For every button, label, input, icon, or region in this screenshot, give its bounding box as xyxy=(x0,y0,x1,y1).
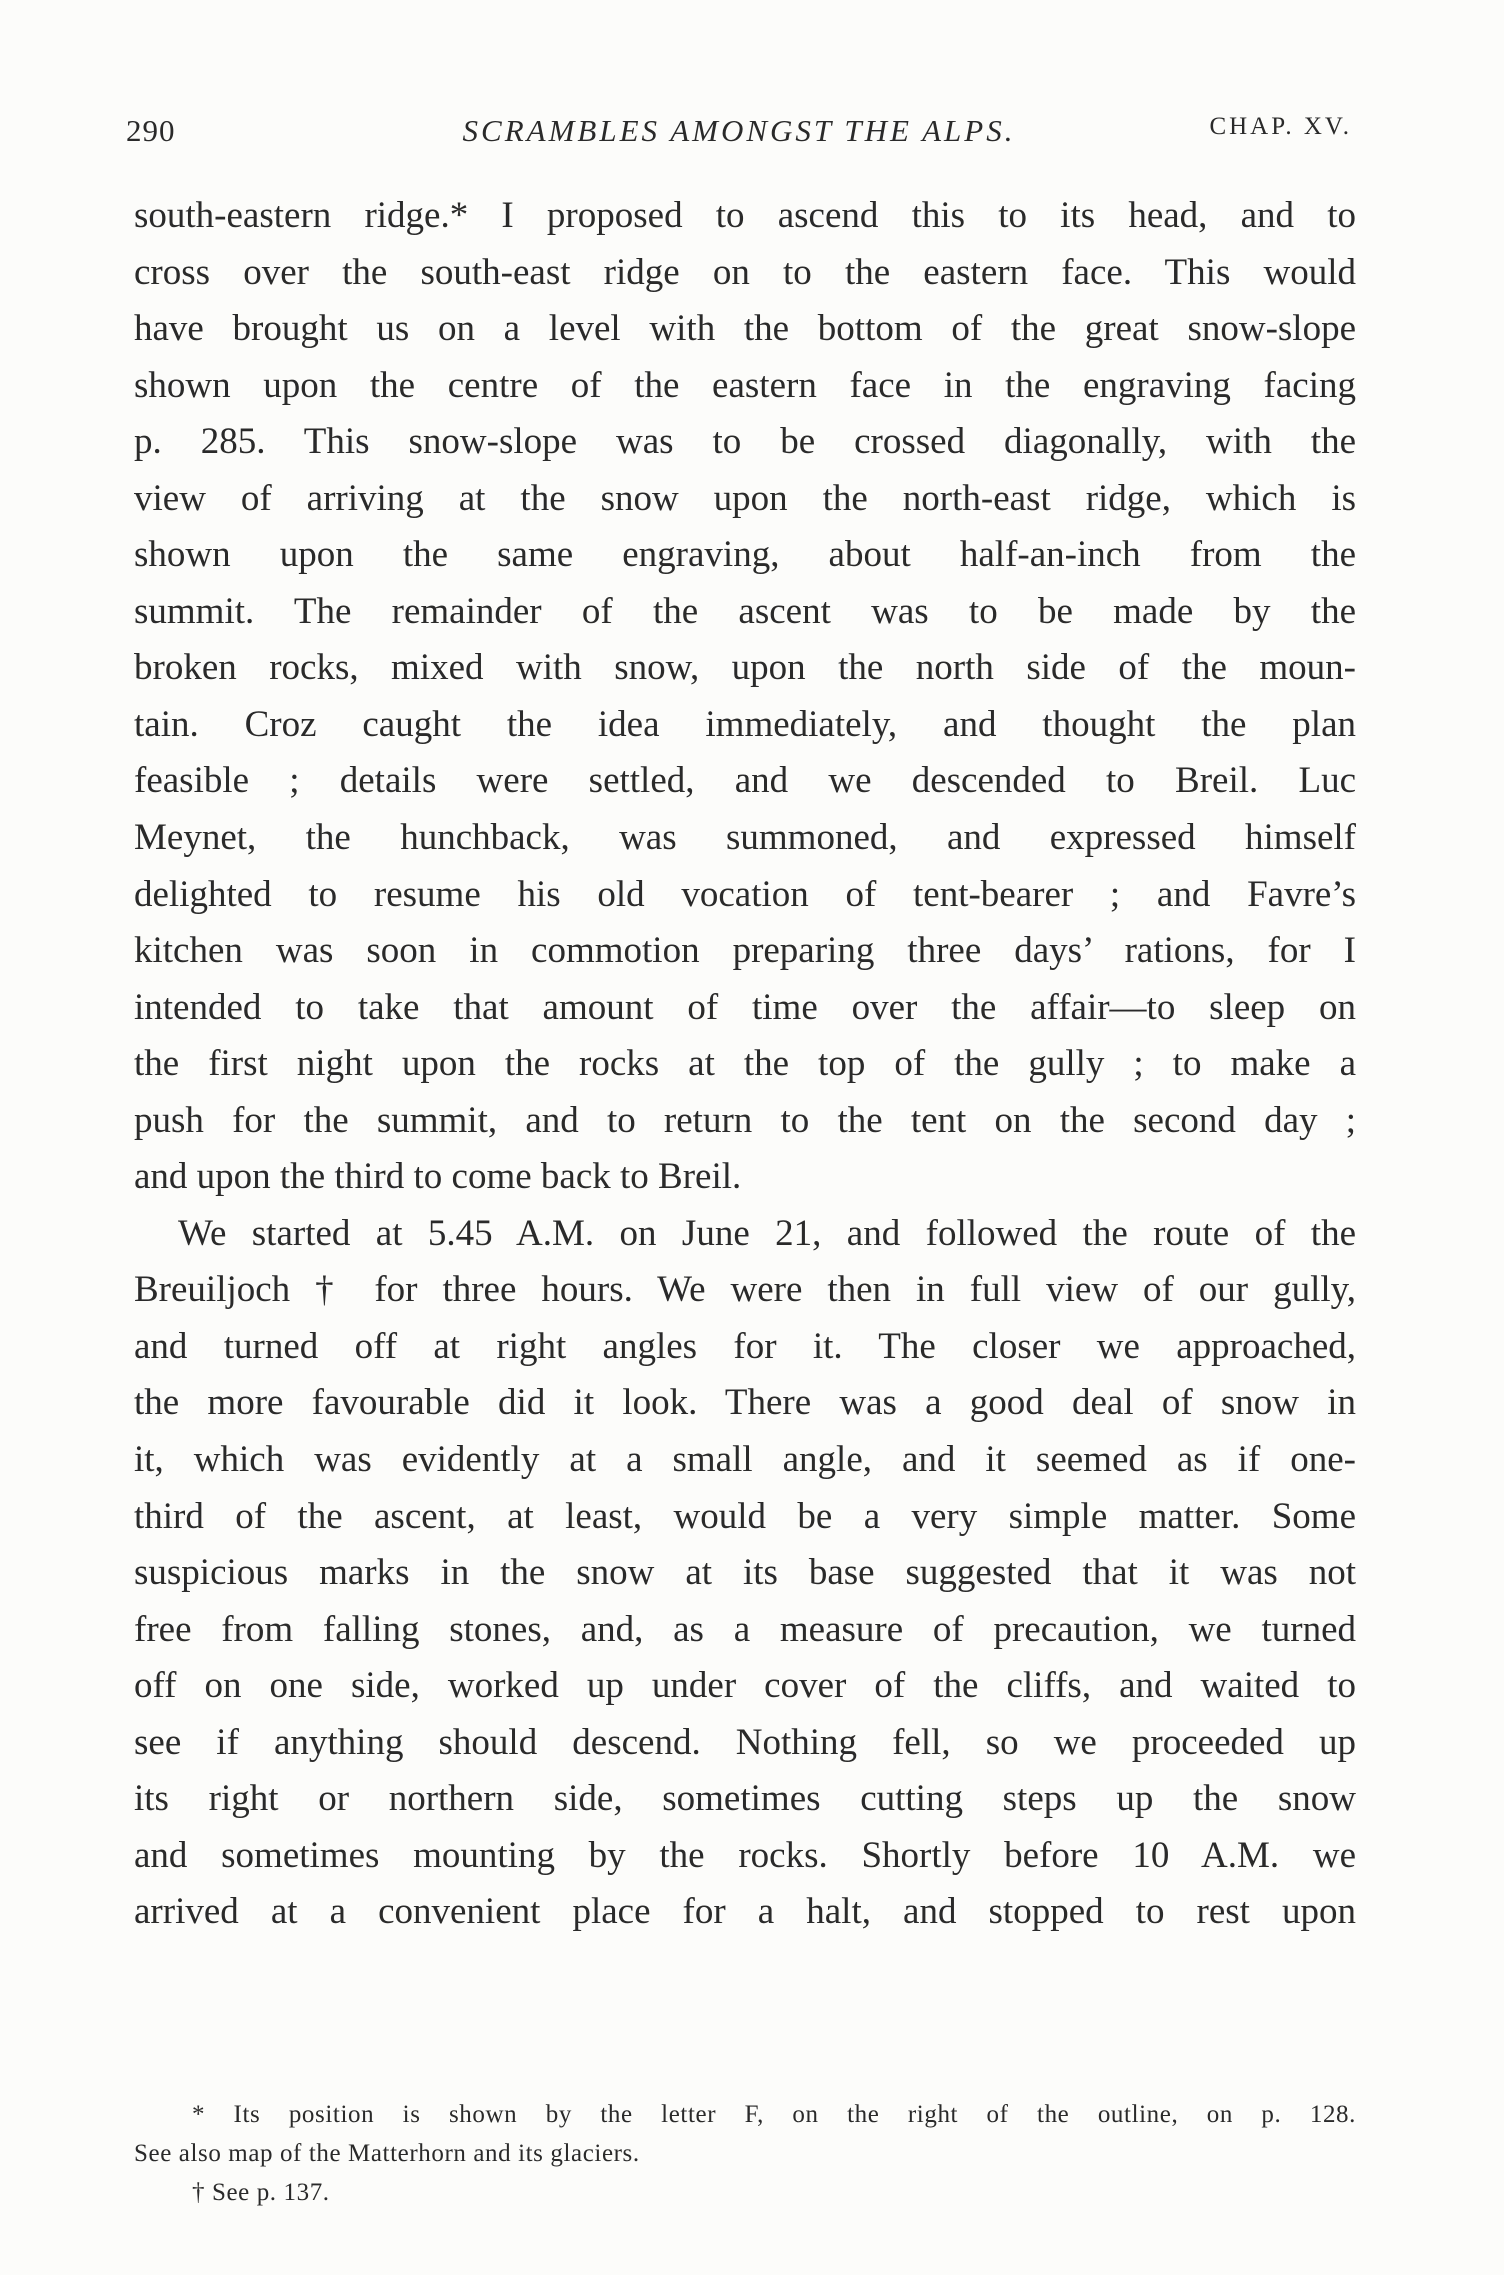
footnotes xyxy=(134,2095,1356,2212)
footnote-asterisk-continued: See also map of the Matterhorn and its glaciers. xyxy=(134,2140,640,2167)
text-line: south-eastern ridge.* I proposed to ascend this to its head, and to xyxy=(134,195,1356,236)
text-line: delighted to resume his old vocation of tent-bearer ; and Favre’s xyxy=(134,873,1356,915)
text-line: it, which was evidently at a small angle, and it seemed as if one- xyxy=(134,1439,1356,1481)
footnote-asterisk: * Its position is shown by the letter F, on the right of the outline, on p. 128. xyxy=(192,2101,1356,2128)
paragraph-end-line: and upon the third to come back to Breil. xyxy=(134,1156,742,1198)
page-number: 290 xyxy=(126,113,176,148)
text-line: its right or northern side, sometimes cutting steps up the snow xyxy=(134,1778,1356,1820)
text-line: the more favourable did it look. There was a good deal of snow in xyxy=(134,1382,1356,1424)
text-line: tain. Croz caught the idea immediately, and thought the plan xyxy=(134,703,1356,745)
text-line: and turned off at right angles for it. The closer we approached, xyxy=(134,1325,1356,1367)
paragraph-start-line: We started at 5.45 A.M. on June 21, and followed the route of the xyxy=(178,1212,1356,1254)
text-line: Breuiljoch † for three hours. We were then in full view of our gully, xyxy=(134,1269,1356,1311)
text-line: view of arriving at the snow upon the north-east ridge, which is xyxy=(134,477,1356,519)
text-line: see if anything should descend. Nothing fell, so we proceeded up xyxy=(134,1721,1356,1763)
book-title: SCRAMBLES AMONGST THE ALPS. xyxy=(462,113,1016,148)
text-line: feasible ; details were settled, and we descended to Breil. Luc xyxy=(134,760,1356,802)
text-line: summit. The remainder of the ascent was to be made by the xyxy=(134,590,1356,632)
text-line: and sometimes mounting by the rocks. Shortly before 10 A.M. we xyxy=(134,1834,1356,1876)
text-line: push for the summit, and to return to the tent on the second day ; xyxy=(134,1099,1356,1141)
text-line: broken rocks, mixed with snow, upon the north side of the moun- xyxy=(134,647,1356,689)
text-line: the first night upon the rocks at the top of the gully ; to make a xyxy=(134,1043,1356,1085)
chapter-reference: CHAP. XV. xyxy=(1209,113,1352,140)
text-line: kitchen was soon in commotion preparing three days’ rations, for I xyxy=(134,930,1356,972)
footnote-dagger: † See p. 137. xyxy=(192,2179,330,2206)
text-line: intended to take that amount of time over the affair—to sleep on xyxy=(134,986,1356,1028)
text-line: suspicious marks in the snow at its base suggested that it was not xyxy=(134,1552,1356,1594)
text-line: have brought us on a level with the bottom of the great snow-slope xyxy=(134,308,1356,350)
text-line: p. 285. This snow-slope was to be crossed diagonally, with the xyxy=(134,421,1356,463)
running-head xyxy=(126,113,1352,157)
text-line: off on one side, worked up under cover of the cliffs, and waited to xyxy=(134,1665,1356,1707)
text-line: third of the ascent, at least, would be a very simple matter. Some xyxy=(134,1495,1356,1537)
text-line: Meynet, the hunchback, was summoned, and expressed himself xyxy=(134,817,1356,859)
text-line: cross over the south-east ridge on to the eastern face. This would xyxy=(134,251,1356,293)
text-line: arrived at a convenient place for a halt, and stopped to rest upon xyxy=(134,1891,1356,1933)
text-line: free from falling stones, and, as a measure of precaution, we turned xyxy=(134,1608,1356,1650)
text-line: shown upon the same engraving, about half-an-inch from the xyxy=(134,534,1356,576)
text-line: shown upon the centre of the eastern face in the engraving facing xyxy=(134,364,1356,406)
body-text xyxy=(134,188,1356,1941)
